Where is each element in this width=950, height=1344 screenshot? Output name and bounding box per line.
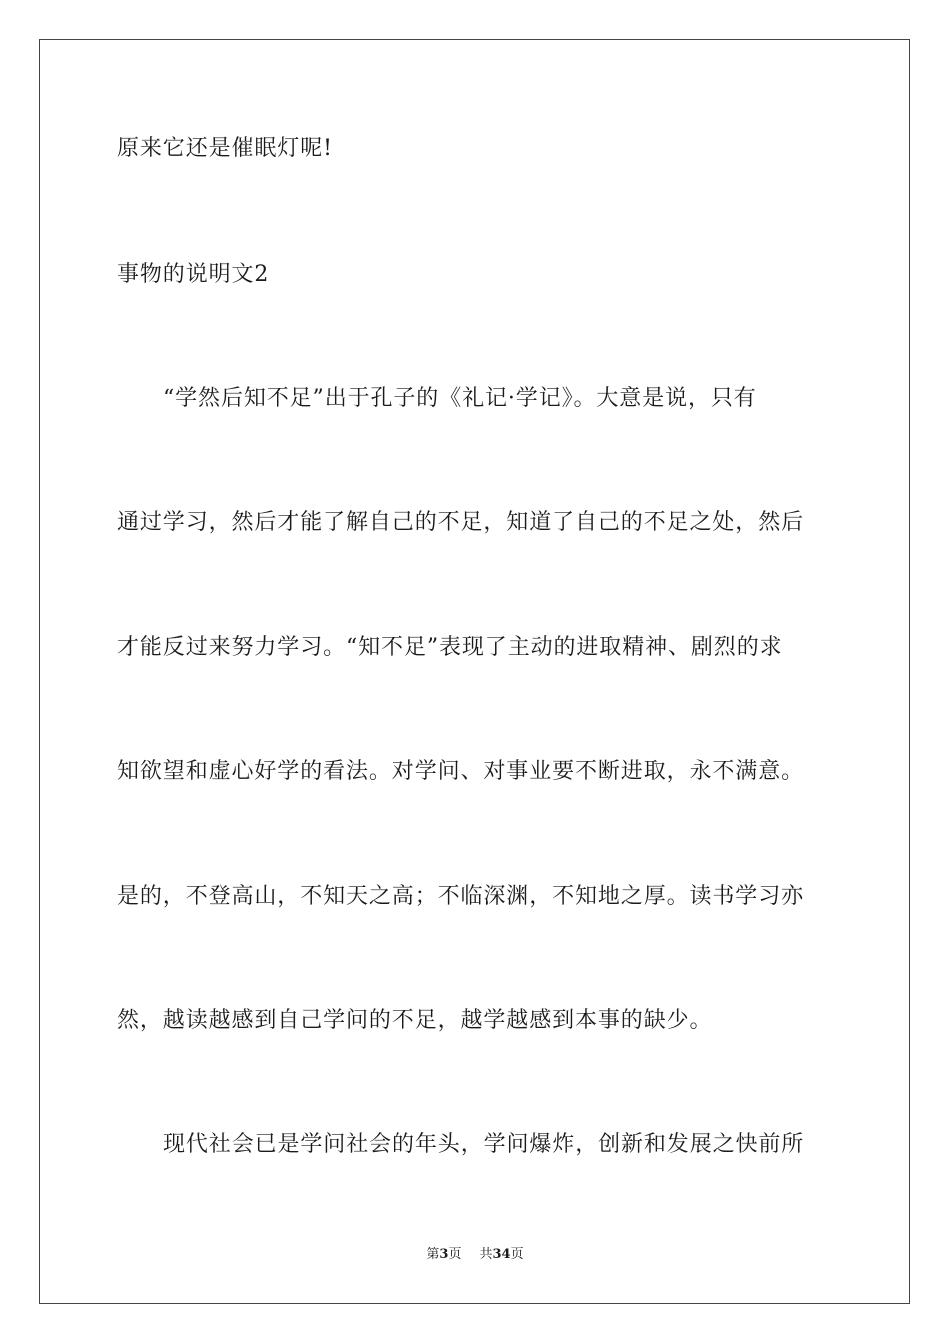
paragraph-1-line-5: 是的，不登高山，不知天之高；不临深渊，不知地之厚。读书学习亦 — [117, 884, 805, 909]
paragraph-2-line-1: 现代社会已是学问社会的年头，学问爆炸，创新和发展之快前所 — [163, 1132, 805, 1157]
footer-page-number: 3 — [439, 1247, 449, 1262]
text-line-1: 原来它还是催眠灯呢! — [117, 136, 333, 161]
page-border — [39, 39, 910, 1304]
paragraph-1-line-2: 通过学习，然后才能了解自己的不足，知道了自己的不足之处，然后 — [117, 510, 805, 535]
footer-total-suffix: 页 — [510, 1247, 524, 1262]
footer-total-pages: 34 — [492, 1247, 511, 1262]
page-footer — [0, 1246, 950, 1264]
footer-total-prefix: 共 — [479, 1247, 493, 1262]
paragraph-1-line-6: 然，越读越感到自己学问的不足，越学越感到本事的缺少。 — [117, 1008, 713, 1033]
paragraph-1-line-4: 知欲望和虚心好学的看法。对学问、对事业要不断进取，永不满意。 — [117, 759, 805, 784]
footer-page-prefix: 第 — [426, 1247, 440, 1262]
paragraph-1-line-1: “学然后知不足”出于孔子的《礼记·学记》。大意是说，只有 — [163, 386, 757, 411]
paragraph-1-line-3: 才能反过来努力学习。“知不足”表现了主动的进取精神、剧烈的求 — [117, 635, 783, 660]
section-heading: 事物的说明文2 — [117, 262, 270, 287]
footer-page-suffix: 页 — [448, 1247, 462, 1262]
